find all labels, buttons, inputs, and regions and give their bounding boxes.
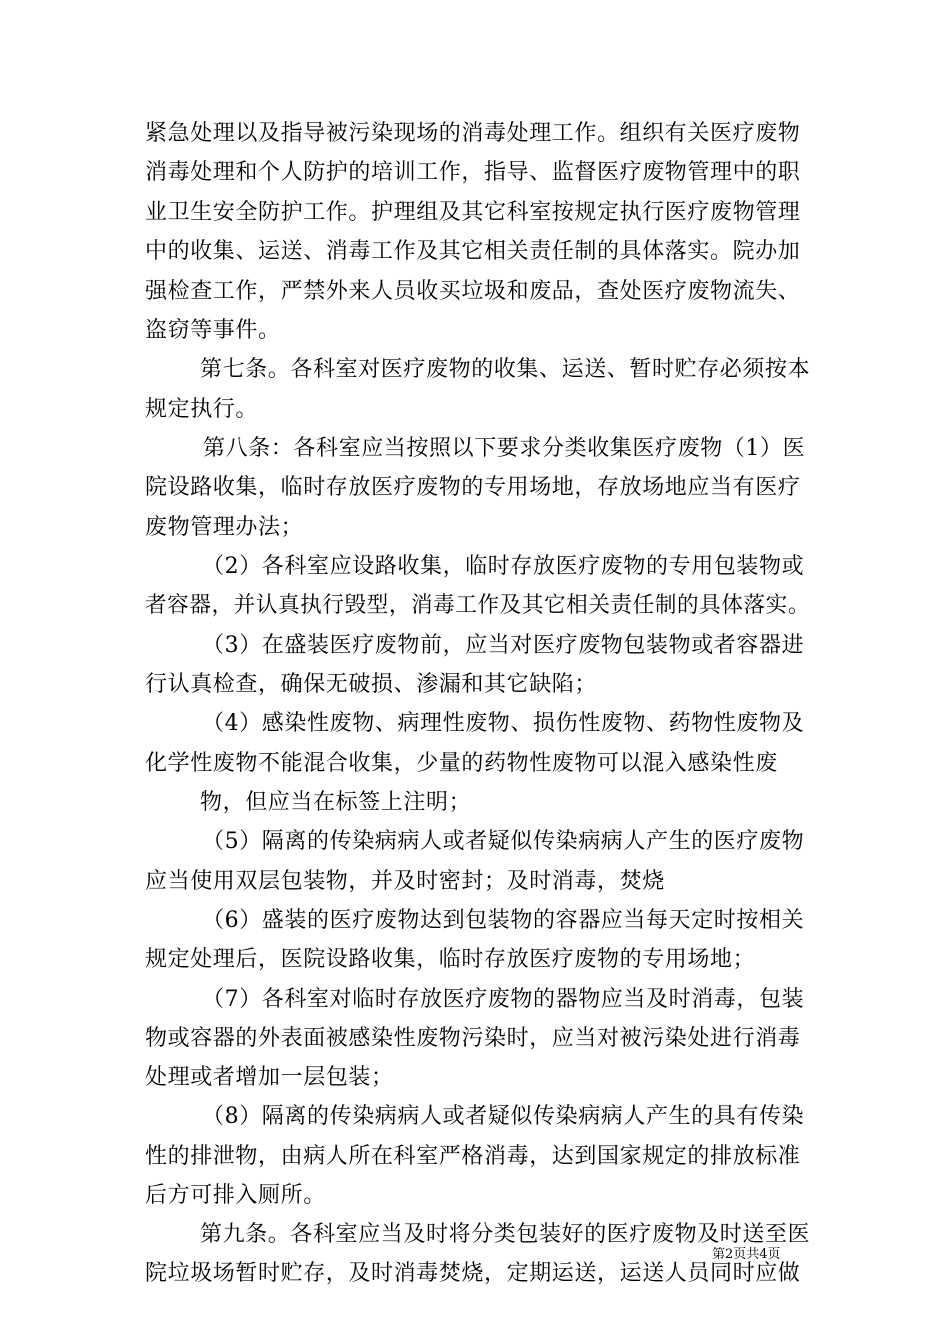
text-line-10: 院设路收集，临时存放医疗废物的专用场地，存放场地应当有医疗 <box>145 475 801 500</box>
text-line-13: 者容器，并认真执行毁型，消毒工作及其它相关责任制的具体落实。 <box>145 593 811 618</box>
text-line-8: 规定执行。 <box>145 397 259 422</box>
text-line-29: 第九条。各科室应当及时将分类包装好的医疗废物及时送至医 <box>200 1222 811 1247</box>
text-line-25: 处理或者增加一层包装； <box>145 1065 394 1090</box>
text-line-24: 物或容器的外表面被感染性废物污染时，应当对被污染处进行消毒 <box>145 1026 801 1051</box>
text-line-19: （5）隔离的传染病病人或者疑似传染病病人产生的医疗废物 <box>202 829 805 854</box>
text-line-22: 规定处理后，医院设路收集，临时存放医疗废物的专用场地； <box>145 947 756 972</box>
text-line-7: 第七条。各科室对医疗废物的收集、运送、暂时贮存必须按本 <box>200 357 811 382</box>
text-line-30: 院垃圾场暂时贮存，及时消毒焚烧，定期运送，运送人员同时应做 <box>145 1261 801 1286</box>
text-line-21: （6）盛装的医疗废物达到包装物的容器应当每天定时按相关 <box>202 908 805 933</box>
text-line-27: 性的排泄物，由病人所在科室严格消毒，达到国家规定的排放标准 <box>145 1144 801 1169</box>
text-line-23: （7）各科室对临时存放医疗废物的器物应当及时消毒，包装 <box>202 987 805 1012</box>
text-line-2: 消毒处理和个人防护的培训工作，指导、监督医疗废物管理中的职 <box>145 160 801 185</box>
text-line-14: （3）在盛装医疗废物前，应当对医疗废物包装物或者容器进 <box>202 633 805 658</box>
text-line-26: （8）隔离的传染病病人或者疑似传染病病人产生的具有传染 <box>202 1104 805 1129</box>
text-line-17: 化学性废物不能混合收集，少量的药物性废物可以混入感染性废 <box>145 751 778 776</box>
page-number: 第2页共4页 <box>712 1247 781 1262</box>
text-line-9: 第八条：各科室应当按照以下要求分类收集医疗废物（1）医 <box>203 436 806 461</box>
text-line-11: 废物管理办法； <box>145 515 304 540</box>
text-line-1: 紧急处理以及指导被污染现场的消毒处理工作。组织有关医疗废物 <box>145 121 801 146</box>
text-line-5: 强检查工作，严禁外来人员收买垃圾和废品，查处医疗废物流失、 <box>145 279 801 304</box>
text-line-4: 中的收集、运送、消毒工作及其它相关责任制的具体落实。院办加 <box>145 239 801 264</box>
text-line-16: （4）感染性废物、病理性废物、损伤性废物、药物性废物及 <box>202 711 805 736</box>
text-line-12: （2）各科室应设路收集，临时存放医疗废物的专用包装物或 <box>202 554 805 579</box>
text-line-28: 后方可排入厕所。 <box>145 1183 326 1208</box>
text-line-20: 应当使用双层包装物，并及时密封；及时消毒，焚烧 <box>145 869 665 894</box>
text-line-18: 物，但应当在标签上注明； <box>200 790 472 815</box>
text-line-3: 业卫生安全防护工作。护理组及其它科室按规定执行医疗废物管理 <box>145 200 801 225</box>
text-line-6: 盗窃等事件。 <box>145 318 281 343</box>
text-line-15: 行认真检查，确保无破损、渗漏和其它缺陷； <box>145 672 598 697</box>
